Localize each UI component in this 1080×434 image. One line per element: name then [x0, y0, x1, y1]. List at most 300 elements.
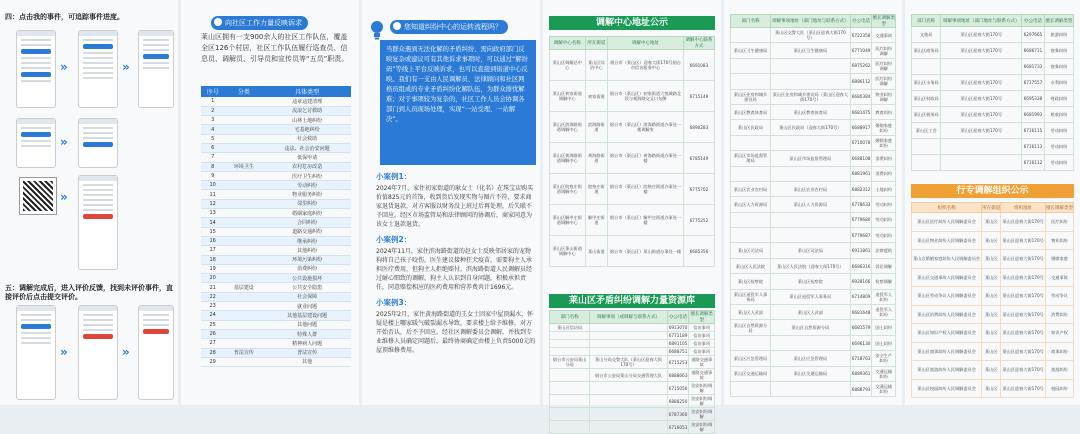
table-cell: 6771189 [668, 333, 688, 338]
table-cell: 劳动纠纷 [872, 197, 896, 212]
phone-screenshot [16, 118, 56, 168]
table-cell: 18 [201, 255, 224, 264]
table-cell: 劳动纠纷 [1044, 123, 1073, 139]
table-cell: 1 [201, 97, 224, 106]
table-row [912, 231, 1074, 250]
table-cell: 6688751 [668, 349, 688, 354]
table-cell: 16 [201, 236, 224, 245]
table-cell: 黄海路街道 [585, 143, 608, 174]
table-cell: 6681733 [1022, 59, 1045, 75]
col-header: 所在街道 [982, 203, 1001, 213]
table-cell: 莱山区滨海路街道调解中心 [550, 112, 586, 143]
table-cell [731, 135, 771, 150]
col-header: 所在街道 [585, 37, 608, 50]
table-cell [224, 236, 263, 245]
step5-title: 五：调解完成后，进入评价反馈，找到未评价事件，直接评价后点击提交评价。 [5, 284, 173, 301]
section-heading-label: 向社区工作力量反映诉求 [225, 19, 302, 27]
table-cell: 6775702 [683, 174, 714, 205]
table-cell: 11 [201, 190, 224, 199]
table-row [912, 123, 1074, 139]
table-row [201, 255, 351, 264]
table-cell [731, 74, 771, 89]
table-row [201, 292, 351, 301]
table-cell [912, 59, 941, 75]
table-cell: 宅基地纠纷 [263, 125, 351, 134]
table-cell: 26 [201, 329, 224, 338]
col-header: 调解事项地址（部门地址与联系方式） [770, 15, 850, 28]
table-cell: 法律援助 [872, 243, 896, 258]
table-cell: 税收纠纷 [1044, 107, 1073, 123]
table-cell [590, 408, 667, 421]
table-cell: 6722358 [850, 28, 872, 43]
table-cell: 基层建设 [224, 283, 263, 292]
table-cell: 信访事项 [689, 332, 715, 340]
table-cell: 公共安全隐患 [263, 283, 351, 292]
table-row [550, 205, 715, 236]
table-cell [590, 332, 667, 340]
table-row [731, 28, 896, 43]
table-cell: 烟台市（莱山区）解甲庄街道办事处一楼 [608, 205, 684, 236]
table-row [912, 75, 1074, 91]
table-row [912, 250, 1074, 269]
table-row [912, 43, 1074, 59]
table-row [201, 199, 351, 208]
col-header: 调解中心名称 [550, 37, 586, 50]
table-row [550, 356, 715, 369]
table-cell: 莱山区综治中心 [585, 50, 608, 81]
table-cell: 6891105 [668, 341, 688, 346]
info-icon [393, 22, 401, 30]
table-cell: 6688917 [850, 120, 872, 135]
table-cell: 莱山区校园纠纷人民调解委员会 [912, 379, 982, 398]
table-cell: 教育纠纷 [872, 104, 896, 119]
table-cell: 莱山区 [982, 250, 1001, 269]
table-cell: 莱山区农业农村局 [770, 181, 850, 196]
table-cell: 烟台市（莱山区）迎春大街170号烟台市信访服务中心 [608, 50, 684, 81]
table-row [912, 361, 1074, 380]
table-cell: 社会保障 [263, 292, 351, 301]
table-cell [224, 171, 263, 180]
table-cell [770, 228, 850, 243]
table-cell: 莱山区医疗纠纷人民调解委员会 [912, 213, 982, 232]
table-cell: 莱山区应急管理局 [731, 351, 771, 366]
table-cell: 烟台市（莱山区）初家街道大悦城路北段与观海路交叉口东侧 [608, 81, 684, 112]
table-cell: 6717557 [1022, 75, 1045, 91]
col-header: 调解中心联系方式 [683, 37, 714, 50]
table-cell: 交通运输纠纷 [872, 381, 896, 396]
table-row [201, 236, 351, 245]
table-cell: 其他基层建设问题 [263, 311, 351, 320]
table-cell: 山林土地纠纷 [263, 116, 351, 125]
table-cell: 莱山区迎春大街170号 [1001, 231, 1046, 250]
table-cell: 医疗纠纷调解 [872, 74, 896, 89]
section-title: 行专调解组织公示 [911, 184, 1074, 198]
table-cell: 医疗卫生纠纷 [263, 171, 351, 180]
table-cell: 莱山区人民法院（迎春大街170号） [770, 258, 850, 273]
table-cell: 就业问题 [263, 302, 351, 311]
table-cell: 29 [201, 357, 224, 366]
table-cell: 违法、社会治安问题 [263, 143, 351, 152]
table-cell: 莱山区劳动争议人民调解委员会 [912, 287, 982, 306]
table-cell [550, 369, 590, 382]
table-row [550, 369, 715, 382]
table-cell: 6688108 [850, 151, 872, 166]
table-row [912, 27, 1074, 43]
table-cell: 莱山区退役军人事务局 [731, 289, 771, 304]
table-cell: 莱山区商事纠纷人民调解委员会 [912, 342, 982, 361]
table-cell: 莱山区司法局 [770, 243, 850, 258]
table-row [912, 268, 1074, 287]
table-cell: 6715149 [683, 81, 714, 112]
lightbulb-icon [370, 20, 384, 40]
table-cell: 莱山区教育体育局 [731, 104, 771, 119]
table-cell: 烟台市公安局莱山分局交通管理大队 [590, 369, 667, 382]
table-row [912, 342, 1074, 361]
table-cell: 莱山区人力资源局 [731, 197, 771, 212]
table-cell [731, 212, 771, 227]
table-cell: 6695338 [1022, 91, 1045, 107]
table-cell: 23 [201, 302, 224, 311]
table-cell: 莱山区迎春大街170号 [1001, 287, 1046, 306]
table-row [731, 181, 896, 196]
table-cell: 莱山区迎春大街170号 [1001, 361, 1046, 380]
table-cell: 其他纠纷 [263, 246, 351, 255]
table-cell: 莱山街道 [585, 236, 608, 267]
table-cell: 6787360 [667, 408, 689, 421]
table-cell: 退役军人纠纷 [872, 305, 896, 320]
table-cell [590, 340, 667, 348]
panel-process [362, 0, 540, 405]
table-cell [224, 143, 263, 152]
table-cell: 6716113 [1022, 139, 1045, 155]
table-cell: 莱山区迎春大街170号 [941, 43, 1022, 59]
table-cell: 劳动争议 [1045, 287, 1073, 306]
table-cell: 物业纠纷 [1045, 231, 1073, 250]
table-cell: 环境卫生 [224, 162, 263, 171]
table-cell: 交通事故 [1045, 268, 1073, 287]
table-cell: 莱山区 [982, 231, 1001, 250]
phone-screenshot [78, 30, 118, 108]
table-cell: 莱山区 [982, 361, 1001, 380]
table-cell: 6680384 [850, 89, 872, 104]
table-cell [912, 155, 941, 171]
table-cell [770, 335, 850, 350]
table-cell: 交通运输纠纷 [872, 366, 896, 381]
col-header: 部门名称 [912, 15, 941, 27]
col-header: 擅长调解类型 [1044, 15, 1073, 27]
table-cell: 退役军人纠纷 [872, 289, 896, 304]
panel-departments [724, 0, 902, 405]
table-row [912, 324, 1074, 343]
table-row [912, 91, 1074, 107]
table-cell [224, 153, 263, 162]
table-row [201, 181, 351, 190]
table-cell: 6681993 [1022, 107, 1045, 123]
col-header: 办公电话 [850, 15, 872, 28]
table-row [731, 228, 896, 243]
table-cell [590, 421, 667, 434]
table-cell [770, 135, 850, 150]
table-cell: 物业纠纷调解 [872, 89, 896, 104]
table-cell [224, 274, 263, 283]
table-cell: 劳动纠纷 [872, 228, 896, 243]
panel-community-workers [181, 0, 359, 405]
table-cell: 莱山区卫生健康局 [731, 43, 771, 58]
table-cell: 2 [201, 106, 224, 115]
table-cell: 3 [201, 116, 224, 125]
table-cell [590, 348, 667, 356]
table-cell: 6779680 [850, 212, 872, 227]
phone-screenshot [138, 30, 174, 108]
table-row [201, 209, 351, 218]
table-cell: 6928166 [850, 274, 872, 289]
table-row [731, 351, 896, 366]
table-cell [224, 125, 263, 134]
table-cell: 交通事故 [872, 28, 896, 43]
table-row [731, 243, 896, 258]
case-list [376, 166, 536, 355]
table-row [201, 339, 351, 348]
table-cell: 15 [201, 227, 224, 236]
table-cell: 6886112 [850, 74, 872, 89]
col-header: 调解事项（或调解与联系方式） [590, 311, 667, 324]
phone-screenshot [138, 305, 174, 400]
table-row [201, 97, 351, 106]
table-cell: 治安纠纷调解 [689, 395, 715, 408]
table-row [912, 213, 1074, 232]
table-cell: 6888793 [850, 381, 872, 396]
table-cell: 6686316 [850, 258, 872, 273]
table-cell [550, 395, 590, 408]
table-cell: 道路交通事故 [689, 356, 715, 369]
table-row [201, 125, 351, 134]
table-cell: 旅游纠纷 [1045, 361, 1073, 380]
col-header: 办公电话 [667, 311, 689, 324]
table-row [731, 212, 896, 227]
table-cell: 滨海路街道 [585, 112, 608, 143]
col-header: 部门名称 [731, 15, 771, 28]
table-cell: 莱山区迎春大街170号 [941, 75, 1022, 91]
table-cell: 莱山区物业纠纷人民调解委员会 [912, 231, 982, 250]
phone-screenshot [16, 305, 56, 400]
category-table [201, 86, 351, 367]
table-cell: 环境污染纠纷 [263, 255, 351, 264]
table-cell: 莱山区民政局（迎春大街170号） [770, 120, 850, 135]
table-cell [731, 381, 771, 396]
table-cell: 治安纠纷调解 [689, 382, 715, 395]
table-cell: 消费纠纷 [263, 264, 351, 273]
section-heading [390, 20, 508, 34]
table-cell: 莱山区黄海路街道调解中心 [550, 143, 586, 174]
table-cell [224, 320, 263, 329]
section-title: 调解中心地址公示 [549, 16, 715, 30]
table-cell: 6771049 [850, 43, 872, 58]
table-cell: 莱山区解甲庄街道调解中心 [550, 205, 586, 236]
table-cell: 低保申请 [263, 153, 351, 162]
arrow-icon: » [60, 135, 68, 149]
table-row [550, 324, 715, 332]
table-row [731, 120, 896, 135]
table-cell [590, 324, 667, 332]
table-cell: 农村危房改造 [263, 162, 351, 171]
table-cell: 婚姻家庭纠纷 [263, 209, 351, 218]
table-row [550, 174, 715, 205]
table-cell [770, 74, 850, 89]
table-cell: 莱山区迎春大街170号 [941, 123, 1022, 139]
table-row [731, 258, 896, 273]
table-cell: 6881961 [850, 166, 872, 181]
table-cell [224, 329, 263, 338]
table-cell: 社会救助 [263, 134, 351, 143]
table-cell: 20 [201, 274, 224, 283]
col-header: 组织名称 [912, 203, 982, 213]
table-cell: 10 [201, 181, 224, 190]
table-cell: 莱山区 [982, 213, 1001, 232]
table-cell [224, 339, 263, 348]
table-row [201, 190, 351, 199]
table-cell: 莱山区商务局 [912, 43, 941, 59]
org-table [911, 202, 1074, 398]
table-cell: 莱山区 [982, 268, 1001, 287]
table-cell: 莱山区农业农村局 [731, 181, 771, 196]
table-cell: 6889361 [850, 366, 872, 381]
process-description: 当群众遇到无法化解的矛盾纠纷、需向政府部门反映复杂或建议可有其他诉求事项时，可以通过“解纷码”等线上平台反映诉求，也可以直接到街道中心反映。我们有一支由人民调解员、法律顾问和社区网格员组成的专业矛盾纠纷化解队伍，为群众排忧解难；对于事项较为复杂的，社区工作人员会协调各部门到人员现场处理，实现“一站受理、一站解决”。 [380, 40, 536, 165]
table-cell: 医疗纠纷 [1045, 213, 1073, 232]
table-cell: 莱山区人武部 [770, 305, 850, 320]
table-cell: 其他问题 [263, 320, 351, 329]
table-cell: 莱山分局交警大队（莱山区迎春大街170号） [590, 356, 667, 369]
table-cell: 道路交通事故 [689, 369, 715, 382]
table-cell: 精神病人问题 [263, 339, 351, 348]
table-row [731, 89, 896, 104]
table-cell: 6775252 [683, 205, 714, 236]
table-cell: 信访事项 [689, 340, 715, 348]
table-cell: 莱山区住房和城乡建设局（莱山区迎春大街170号） [770, 89, 850, 104]
department-table-2 [911, 14, 1074, 171]
table-cell: 6297665 [1022, 27, 1045, 43]
table-row [550, 112, 715, 143]
table-cell: 6716112 [1022, 155, 1045, 171]
case-title: 小案例1： [376, 172, 412, 181]
table-cell: 莱山区检察院 [770, 274, 850, 289]
table-cell: 6714809 [850, 289, 872, 304]
col-header: 擅长调解类型 [872, 16, 895, 27]
table-cell [224, 311, 263, 320]
table-row [201, 311, 351, 320]
table-cell: 21 [201, 283, 224, 292]
table-cell: 商务纠纷 [1044, 43, 1073, 59]
table-cell: 6 [201, 143, 224, 152]
col-header: 序号 [201, 86, 224, 97]
table-cell: 莱山区交警大队（莱山区迎春大街170号） [770, 28, 850, 43]
table-cell: 6715050 [667, 382, 689, 395]
table-cell: 6681648 [850, 305, 872, 320]
arrow-icon: » [122, 60, 130, 74]
table-cell: 6710078 [850, 135, 872, 150]
table-row [550, 340, 715, 348]
table-row [731, 197, 896, 212]
table-cell [731, 166, 771, 181]
table-row [201, 218, 351, 227]
col-header: 调解事项地址（部门地址与联系方式） [941, 15, 1022, 27]
table-cell: 治安纠纷调解 [689, 408, 715, 421]
table-cell: 6890283 [683, 112, 714, 143]
table-row [201, 171, 351, 180]
table-row [201, 153, 351, 162]
phone-screenshot [78, 305, 118, 400]
table-cell [224, 357, 263, 366]
center-table [549, 36, 715, 267]
table-cell: 莱山区退役军人事务局 [770, 289, 850, 304]
panel-steps [0, 0, 178, 405]
section-heading [211, 16, 308, 30]
table-cell: 莱山区交通运输局 [731, 366, 771, 381]
table-cell: 莱山区旅游纠纷人民调解委员会 [912, 361, 982, 380]
table-cell [731, 58, 771, 73]
table-cell: 莱山区知识产权人民调解委员会 [912, 324, 982, 343]
table-row [201, 302, 351, 311]
resource-table [549, 310, 715, 434]
col-header: 部门名称 [550, 311, 590, 324]
table-cell: 莱山区初家街道调解中心 [550, 81, 586, 112]
department-table [730, 14, 896, 397]
table-row [201, 264, 351, 273]
table-cell: 19 [201, 264, 224, 273]
intro-text: 莱山区拥有一支900余人的社区工作队伍，覆盖全区126个村居，社区工作队伍履行巡查员、信息员、调解员、引导员和宣传员等“五员”职责。 [201, 33, 349, 63]
table-cell: 院格庄街道 [585, 174, 608, 205]
table-cell: 劳动纠纷 [872, 212, 896, 227]
table-row [201, 348, 351, 357]
table-row [550, 236, 715, 267]
table-cell [224, 227, 263, 236]
table-row [731, 335, 896, 350]
table-cell: 莱山区自然资源分局 [731, 320, 771, 335]
table-row [201, 283, 351, 292]
table-cell: 8 [201, 162, 224, 171]
table-cell [550, 408, 590, 421]
table-cell: 婚姻家庭纠纷 [872, 120, 896, 135]
table-cell: 莱山区住房和城乡建设局 [731, 89, 771, 104]
table-cell: 婚姻家庭 [1045, 250, 1073, 269]
table-cell: 公共设施损坏 [263, 274, 351, 283]
table-cell: 4 [201, 125, 224, 134]
table-cell: 莱山区交通事故人民调解委员会 [912, 268, 982, 287]
table-cell: 莱山区市场监督管理局 [731, 151, 771, 166]
table-cell [770, 166, 850, 181]
table-cell [550, 421, 590, 434]
table-cell: 国土纠纷 [872, 320, 896, 335]
table-cell: 诉讼调解 [872, 258, 896, 273]
table-row [912, 59, 1074, 75]
table-cell: 6913070 [668, 325, 688, 330]
table-row [550, 395, 715, 408]
table-cell: 6888663 [667, 369, 689, 382]
table-cell: 莱山区迎春大街170号 [941, 91, 1022, 107]
table-cell: 6716053 [667, 421, 689, 434]
table-cell [731, 335, 771, 350]
table-cell: 6888250 [667, 395, 689, 408]
table-row [731, 58, 896, 73]
table-cell: 莱山区市场监督管理局 [770, 151, 850, 166]
table-cell: 6875262 [850, 58, 872, 73]
table-cell [224, 97, 263, 106]
table-row [731, 305, 896, 320]
table-cell: 特殊人群 [263, 329, 351, 338]
table-cell: 莱山区应急管理局 [770, 351, 850, 366]
qr-code-icon [20, 178, 56, 214]
table-cell: 普法宣传 [263, 348, 351, 357]
table-cell: 医疗纠纷调解 [872, 43, 896, 58]
